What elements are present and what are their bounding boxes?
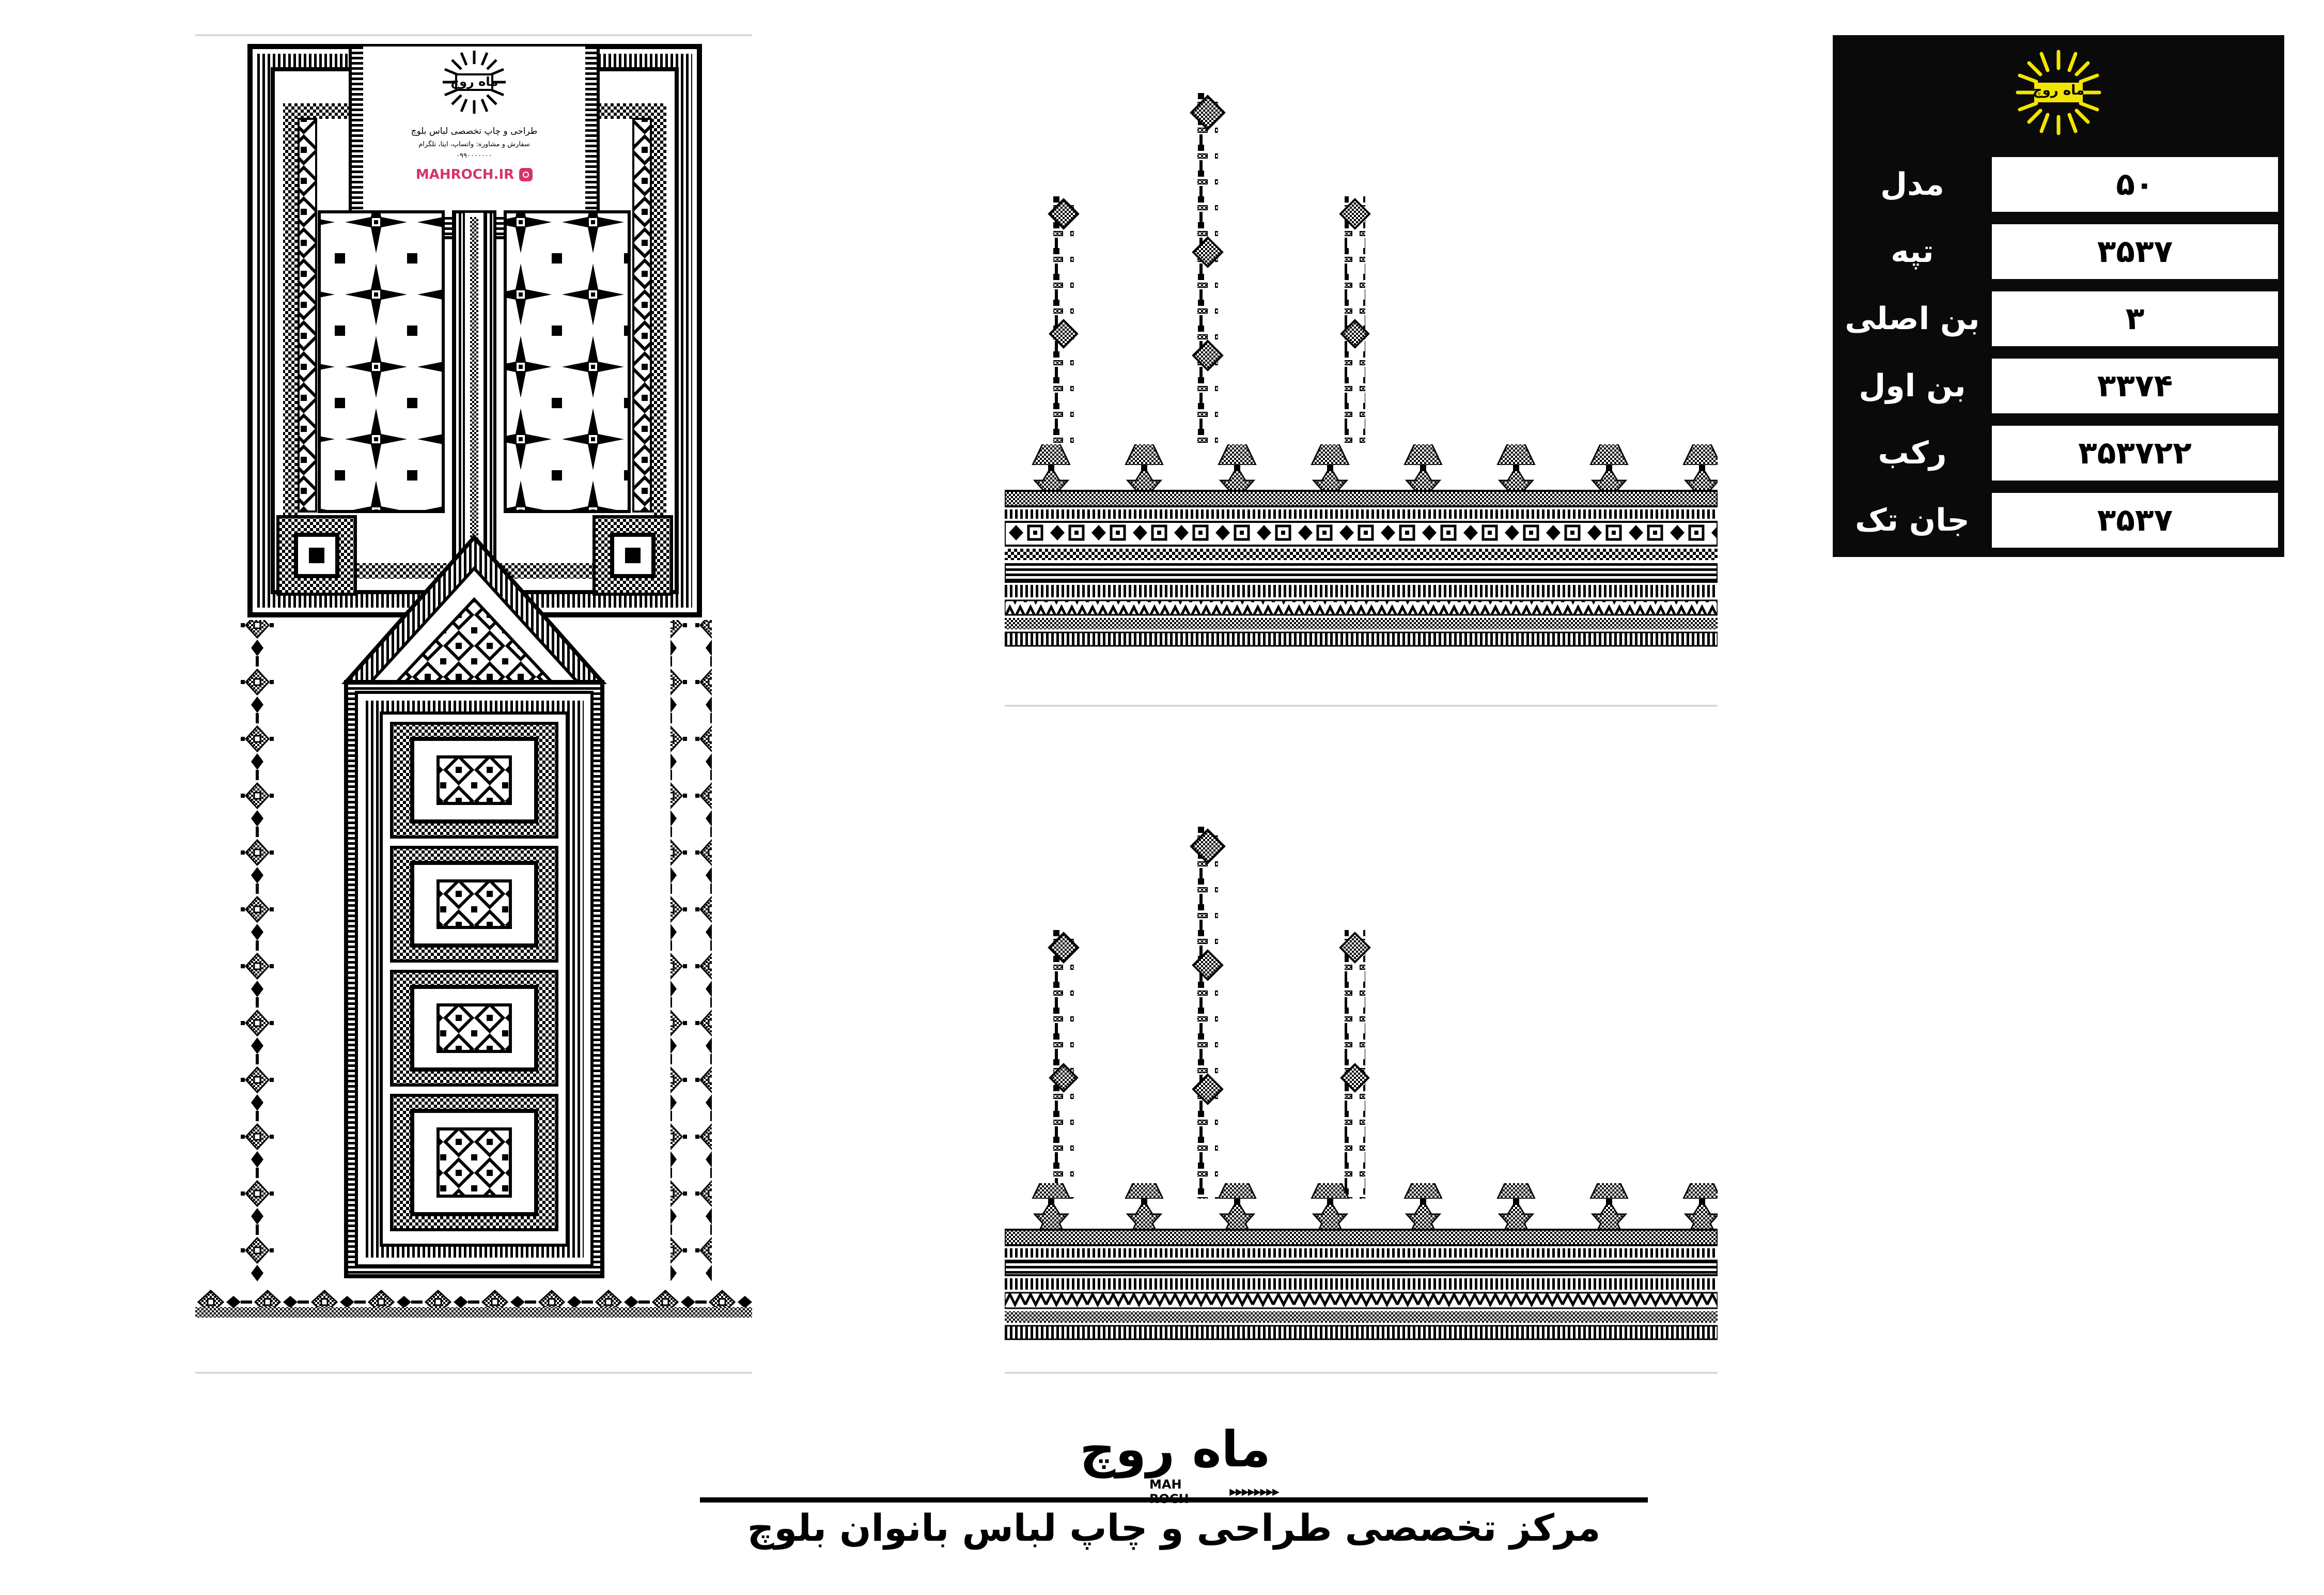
collar-logo-card xyxy=(366,49,583,214)
spec-row-tappeh xyxy=(1839,221,2278,282)
spec-row-rekab xyxy=(1839,423,2278,484)
footer-logo xyxy=(1072,1420,1278,1497)
collar-card-line1: طراحی و چاپ تخصصی لباس بلوچ xyxy=(411,126,538,136)
website-row xyxy=(415,165,534,184)
footer-divider xyxy=(700,1497,1648,1503)
sleeve-band-2 xyxy=(1005,827,1718,1369)
spec-row-main-base xyxy=(1839,288,2278,349)
spec-table-header xyxy=(1833,35,2284,150)
collar-card-line3: ۰۹۹۰۰۰۰۰۰۰ xyxy=(456,152,492,160)
left-sheet-top-edge xyxy=(195,34,752,36)
spec-row-jantak xyxy=(1839,490,2278,551)
spec-label: جان تک xyxy=(1855,502,1970,538)
footer-logo-wordmark: ماه روچ xyxy=(1080,1420,1271,1478)
footer-tagline: مرکز تخصصی طراحی و چاپ لباس بانوان بلوچ xyxy=(747,1506,1601,1550)
spec-value: ۳۵۳۷ xyxy=(1992,493,2278,548)
footer-logo-latin-text: MAH xyxy=(1149,1477,1182,1492)
spec-label: تپه xyxy=(1891,234,1934,270)
spec-value: ۳ xyxy=(1992,291,2278,346)
collar-card-line2: سفارش و مشاوره: واتساپ، ایتا، تلگرام xyxy=(418,141,530,148)
spec-label: بن اول xyxy=(1859,368,1966,404)
spec-label: مدل xyxy=(1880,166,1944,203)
spec-row-model xyxy=(1839,154,2278,215)
spec-row-first-base xyxy=(1839,355,2278,416)
left-sheet-bottom-edge xyxy=(195,1372,752,1374)
spec-label: رکب xyxy=(1878,435,1947,471)
website-label: MAHROCH.IR xyxy=(415,167,514,182)
arrow-decoration-icon: ▶▶▶▶▶▶▶▶ xyxy=(1229,1486,1278,1497)
spec-value: ۵۰ xyxy=(1992,157,2278,212)
sleeve1-bottom-edge xyxy=(1005,705,1718,707)
collar-logo-wordmark: ماه روچ xyxy=(450,74,498,89)
spec-logo-wordmark: ماه روچ xyxy=(2032,83,2085,98)
front-panel-embroidery xyxy=(195,41,752,1369)
spec-value: ۳۵۳۷ xyxy=(1992,224,2278,279)
instagram-icon xyxy=(519,168,533,181)
sleeve-band-1 xyxy=(1005,93,1718,687)
spec-value: ۳۵۳۷۲۲ xyxy=(1992,426,2278,481)
sleeve2-bottom-edge xyxy=(1005,1372,1718,1374)
spec-label: بن اصلی xyxy=(1845,301,1980,337)
spec-value: ۳۳۷۴ xyxy=(1992,359,2278,413)
spec-table xyxy=(1833,35,2284,557)
